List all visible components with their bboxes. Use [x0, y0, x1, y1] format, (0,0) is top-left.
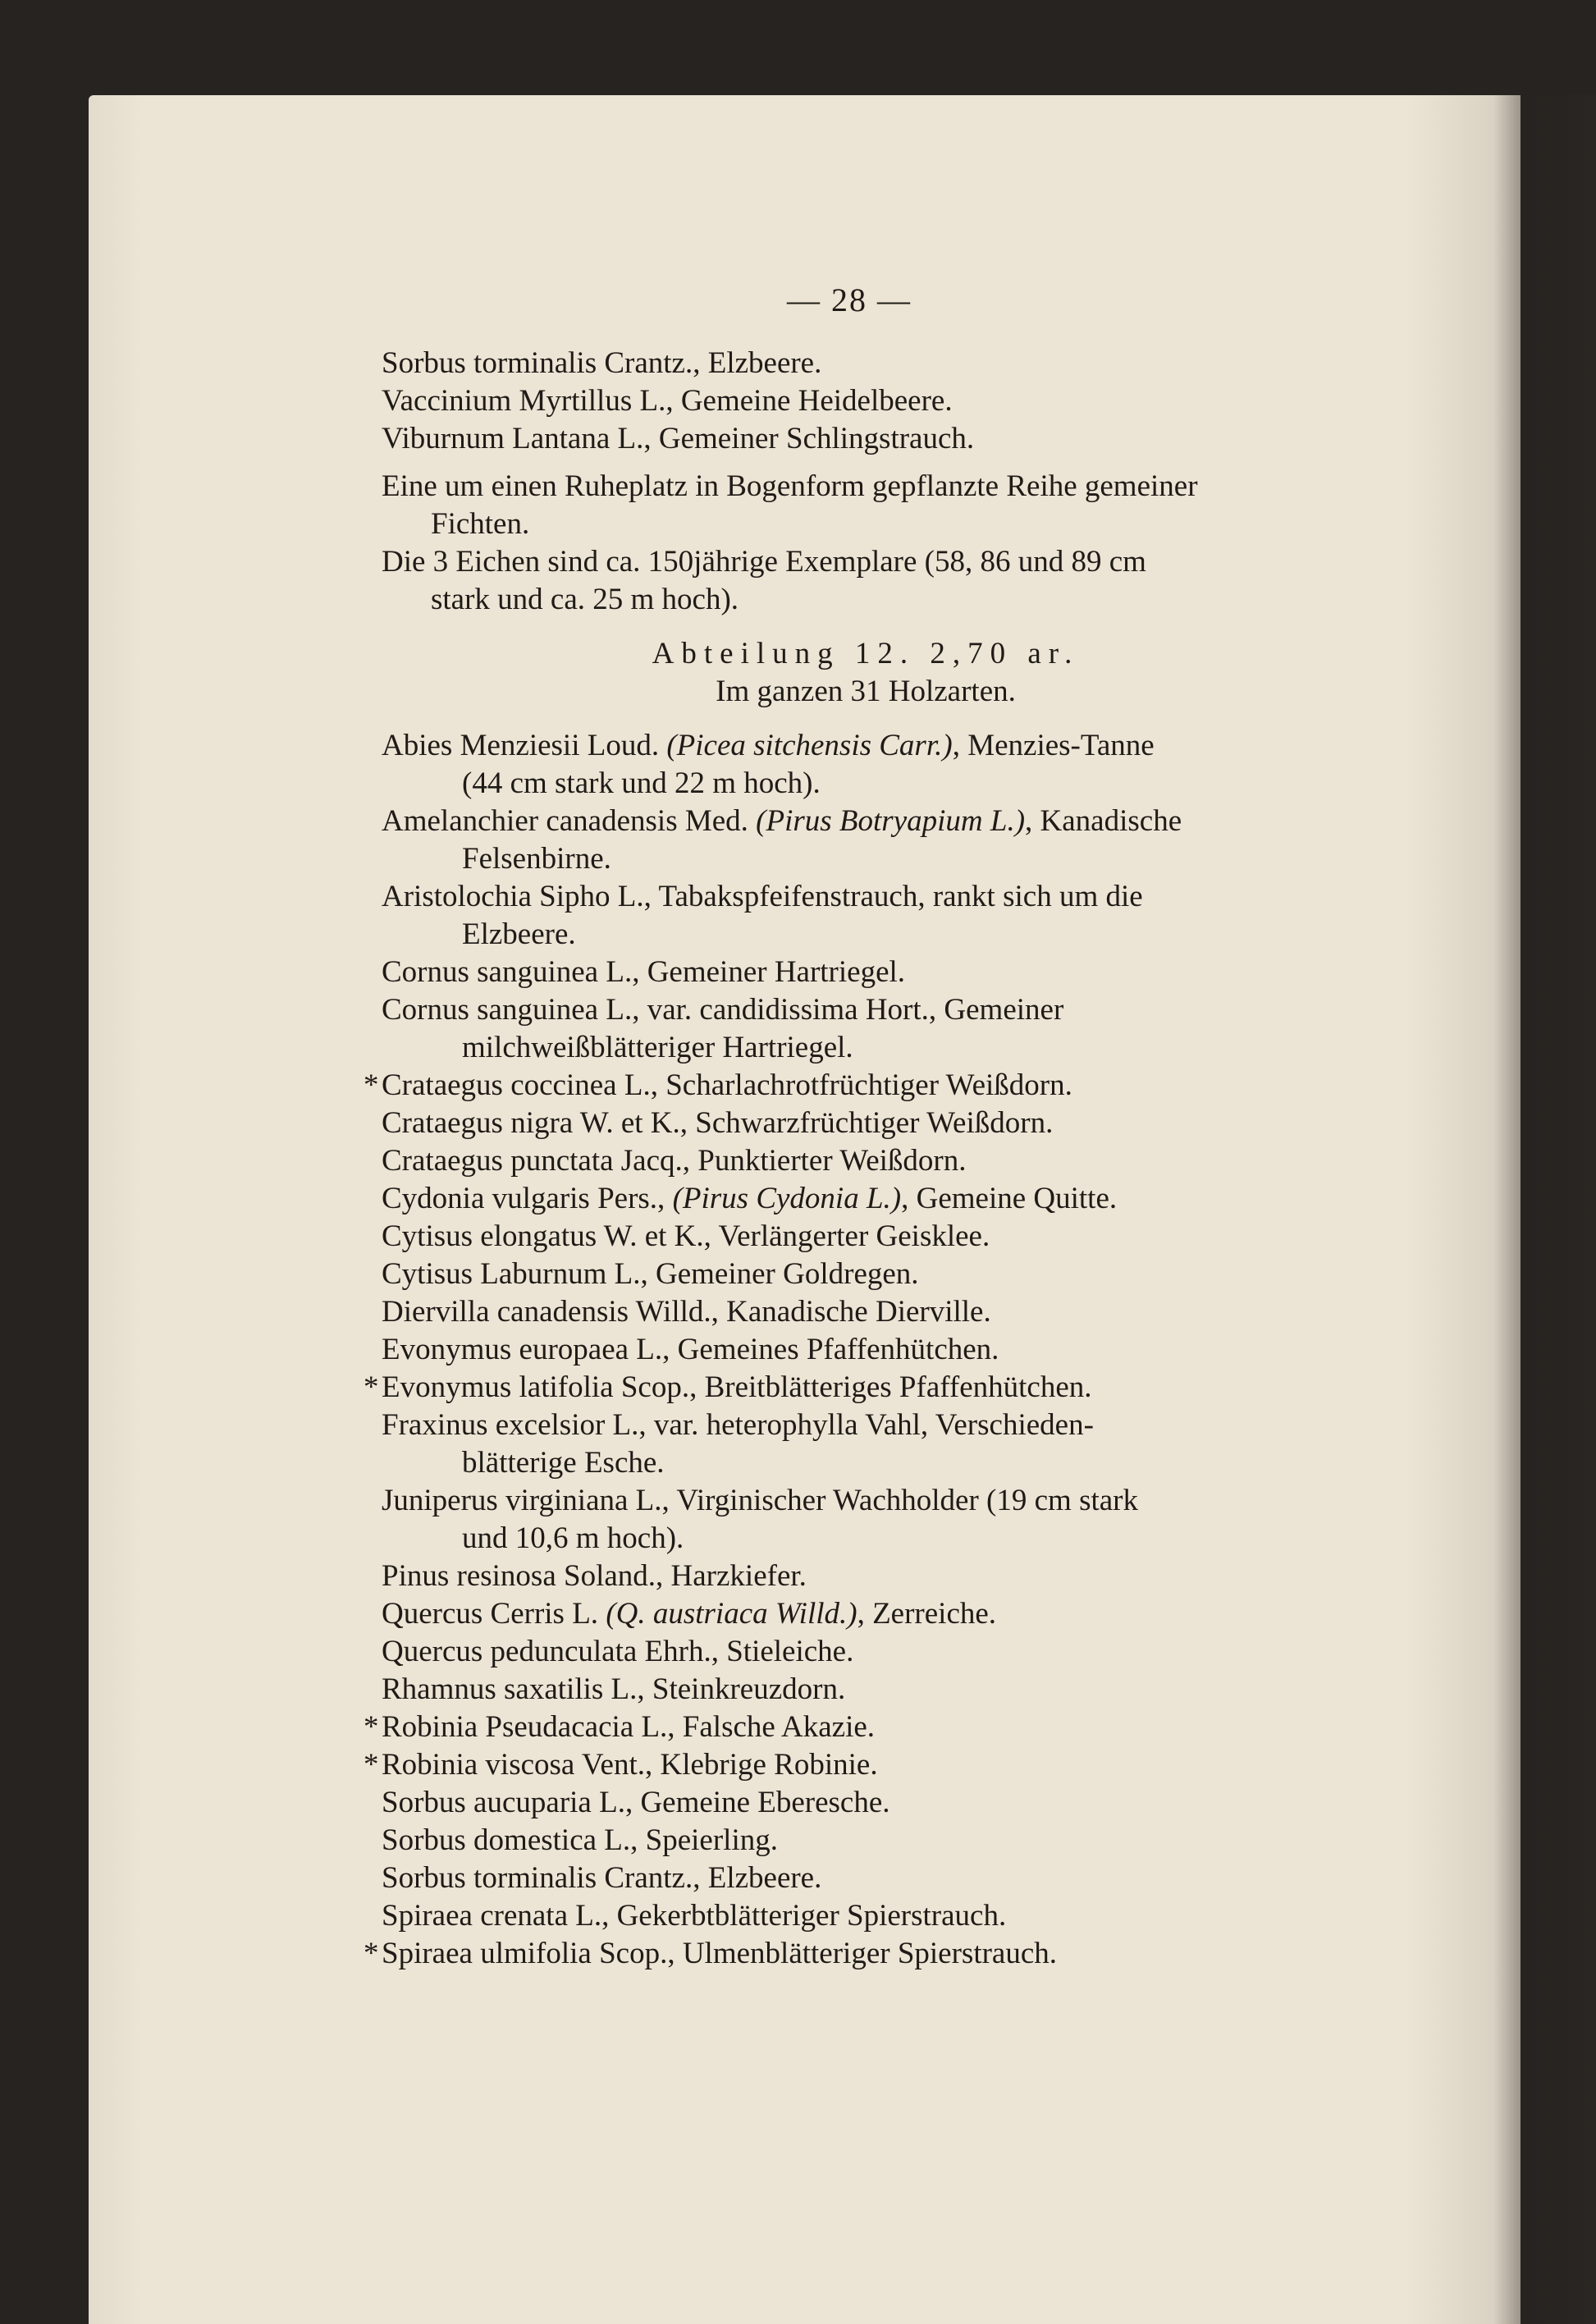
- species-line: [382, 878, 1366, 916]
- species-name: Cytisus Laburnum L., Gemeiner Goldregen.: [382, 1257, 919, 1291]
- species-name: Robinia viscosa Vent., Klebrige Robinie.: [382, 1748, 878, 1782]
- species-name: Aristolochia Sipho L., Tabakspfeifenstrauch, rankt sich um die: [382, 880, 1143, 913]
- species-line: [382, 1558, 1366, 1595]
- species-entry: [382, 803, 1366, 878]
- section-subheading: Im ganzen 31 Holzarten.: [716, 675, 1016, 708]
- species-entry: [382, 1860, 1366, 1897]
- species-entry: [382, 1633, 1366, 1671]
- species-name: Spiraea crenata L., Gekerbtblätteriger Spierstrauch.: [382, 1899, 1007, 1933]
- species-entry: [382, 1671, 1366, 1709]
- species-entry: [382, 878, 1366, 954]
- species-line: [364, 1067, 1366, 1105]
- species-line: [382, 803, 1366, 840]
- page-text: [364, 271, 1366, 1973]
- species-list: [364, 727, 1366, 1973]
- species-entry: [382, 1595, 1366, 1633]
- species-line: [382, 1293, 1366, 1331]
- species-entry: [364, 1746, 1366, 1784]
- species-entry: [382, 1407, 1366, 1482]
- species-name: Sorbus domestica L., Speierling.: [382, 1823, 778, 1857]
- species-entry: [382, 1822, 1366, 1860]
- species-line: [382, 1218, 1366, 1256]
- species-name: Rhamnus saxatilis L., Steinkreuzdorn.: [382, 1672, 846, 1706]
- species-name: Crataegus punctata Jacq., Punktierter Weißdorn.: [382, 1144, 967, 1178]
- species-name: Spiraea ulmifolia Scop., Ulmenblätteriger Spierstrauch.: [382, 1937, 1058, 1970]
- synonym: (Picea sitchensis Carr.): [666, 729, 953, 762]
- species-line: [364, 1746, 1366, 1784]
- species-name: Fraxinus excelsior L., var. heterophylla Vahl, Verschieden-: [382, 1408, 1094, 1442]
- species-line: [364, 1935, 1366, 1973]
- species-line: [364, 1709, 1366, 1746]
- species-name: Crataegus nigra W. et K., Schwarzfrüchtiger Weißdorn.: [382, 1106, 1054, 1140]
- species-name: Cydonia vulgaris Pers.,: [382, 1182, 673, 1215]
- species-name: Diervilla canadensis Willd., Kanadische Dierville.: [382, 1295, 991, 1329]
- intro-line: Vaccinium Myrtillus L., Gemeine Heidelbeere.: [382, 384, 953, 418]
- species-name: Amelanchier canadensis Med.: [382, 804, 757, 838]
- species-entry: [382, 1482, 1366, 1558]
- asterisk-marker: *: [364, 1710, 379, 1744]
- species-continuation: Felsenbirne.: [462, 842, 611, 876]
- species-continuation: Elzbeere.: [462, 917, 576, 951]
- species-name: Cytisus elongatus W. et K., Verlängerter Geisklee.: [382, 1219, 990, 1253]
- species-name: Quercus pedunculata Ehrh., Stieleiche.: [382, 1635, 854, 1668]
- species-line: [382, 1407, 1366, 1444]
- species-entry: [364, 1067, 1366, 1105]
- common-name: , Menzies-Tanne: [952, 729, 1155, 762]
- note-line: Eine um einen Ruheplatz in Bogenform gepflanzte Reihe gemeiner: [382, 469, 1198, 503]
- species-name: Quercus Cerris L.: [382, 1597, 606, 1631]
- species-entry: [364, 1709, 1366, 1746]
- intro-line: Sorbus torminalis Crantz., Elzbeere.: [382, 346, 822, 380]
- species-entry: [382, 727, 1366, 803]
- species-name: Abies Menziesii Loud.: [382, 729, 667, 762]
- species-name: Crataegus coccinea L., Scharlachrotfrüchtiger Weißdorn.: [382, 1068, 1072, 1102]
- species-name: Evonymus latifolia Scop., Breitblätteriges Pfaffenhütchen.: [382, 1370, 1092, 1404]
- page-number: — 28 —: [787, 281, 912, 318]
- species-entry: [382, 1784, 1366, 1822]
- note-line: Die 3 Eichen sind ca. 150jährige Exemplare (58, 86 und 89 cm: [382, 545, 1146, 579]
- species-line: [382, 1860, 1366, 1897]
- species-line: [382, 1180, 1366, 1218]
- species-entry: [382, 1331, 1366, 1369]
- species-entry: [364, 1935, 1366, 1973]
- species-line: [364, 1369, 1366, 1407]
- species-entry: [382, 1558, 1366, 1595]
- note-paragraph: [382, 543, 1366, 619]
- species-entry: [382, 1142, 1366, 1180]
- species-entry: [382, 1218, 1366, 1256]
- species-line: [382, 954, 1366, 991]
- species-line: [382, 1331, 1366, 1369]
- species-name: Sorbus torminalis Crantz., Elzbeere.: [382, 1861, 822, 1895]
- species-line: [382, 991, 1366, 1029]
- species-continuation: (44 cm stark und 22 m hoch).: [462, 766, 821, 800]
- asterisk-marker: *: [364, 1937, 379, 1970]
- species-continuation: und 10,6 m hoch).: [462, 1521, 684, 1555]
- asterisk-marker: *: [364, 1068, 379, 1102]
- species-entry: [382, 1293, 1366, 1331]
- section-heading: [382, 635, 1350, 673]
- common-name: , Gemeine Quitte.: [901, 1182, 1118, 1215]
- species-name: Juniperus virginiana L., Virginischer Wachholder (19 cm stark: [382, 1484, 1139, 1517]
- species-line: [382, 1633, 1366, 1671]
- species-line: [382, 1482, 1366, 1520]
- synonym: (Pirus Botryapium L.): [756, 804, 1026, 838]
- species-name: Sorbus aucuparia L., Gemeine Eberesche.: [382, 1786, 890, 1819]
- species-entry: [382, 991, 1366, 1067]
- species-line: [382, 727, 1366, 765]
- species-line: [382, 1822, 1366, 1860]
- synonym: (Pirus Cydonia L.): [672, 1182, 902, 1215]
- species-name: Robinia Pseudacacia L., Falsche Akazie.: [382, 1710, 876, 1744]
- species-line: [382, 1256, 1366, 1293]
- asterisk-marker: *: [364, 1370, 379, 1404]
- species-entry: [382, 1180, 1366, 1218]
- species-line: [382, 1671, 1366, 1709]
- species-continuation: milchweißblätteriger Hartriegel.: [462, 1031, 853, 1064]
- intro-line: Viburnum Lantana L., Gemeiner Schlingstrauch.: [382, 422, 975, 455]
- species-entry: [382, 1897, 1366, 1935]
- species-line: [382, 1784, 1366, 1822]
- species-name: Pinus resinosa Soland., Harzkiefer.: [382, 1559, 807, 1593]
- synonym: (Q. austriaca Willd.): [606, 1597, 857, 1631]
- species-line: [382, 1595, 1366, 1633]
- common-name: , Kanadische: [1025, 804, 1182, 838]
- note-line: stark und ca. 25 m hoch).: [431, 583, 739, 616]
- species-entry: [382, 954, 1366, 991]
- section-heading-text: Abteilung 12. 2,70 ar.: [652, 637, 1080, 670]
- species-name: Evonymus europaea L., Gemeines Pfaffenhütchen.: [382, 1333, 999, 1366]
- note-paragraph: [382, 468, 1366, 543]
- species-line: [382, 1897, 1366, 1935]
- book-spine-shadow: [1493, 95, 1596, 2324]
- species-entry: [364, 1369, 1366, 1407]
- note-line: Fichten.: [431, 507, 530, 541]
- common-name: , Zerreiche.: [857, 1597, 997, 1631]
- species-entry: [382, 1105, 1366, 1142]
- species-line: [382, 1142, 1366, 1180]
- species-line: [382, 1105, 1366, 1142]
- asterisk-marker: *: [364, 1748, 379, 1782]
- species-continuation: blätterige Esche.: [462, 1446, 665, 1480]
- species-name: Cornus sanguinea L., Gemeiner Hartriegel.: [382, 955, 906, 989]
- species-name: Cornus sanguinea L., var. candidissima Hort., Gemeiner: [382, 993, 1064, 1027]
- species-entry: [382, 1256, 1366, 1293]
